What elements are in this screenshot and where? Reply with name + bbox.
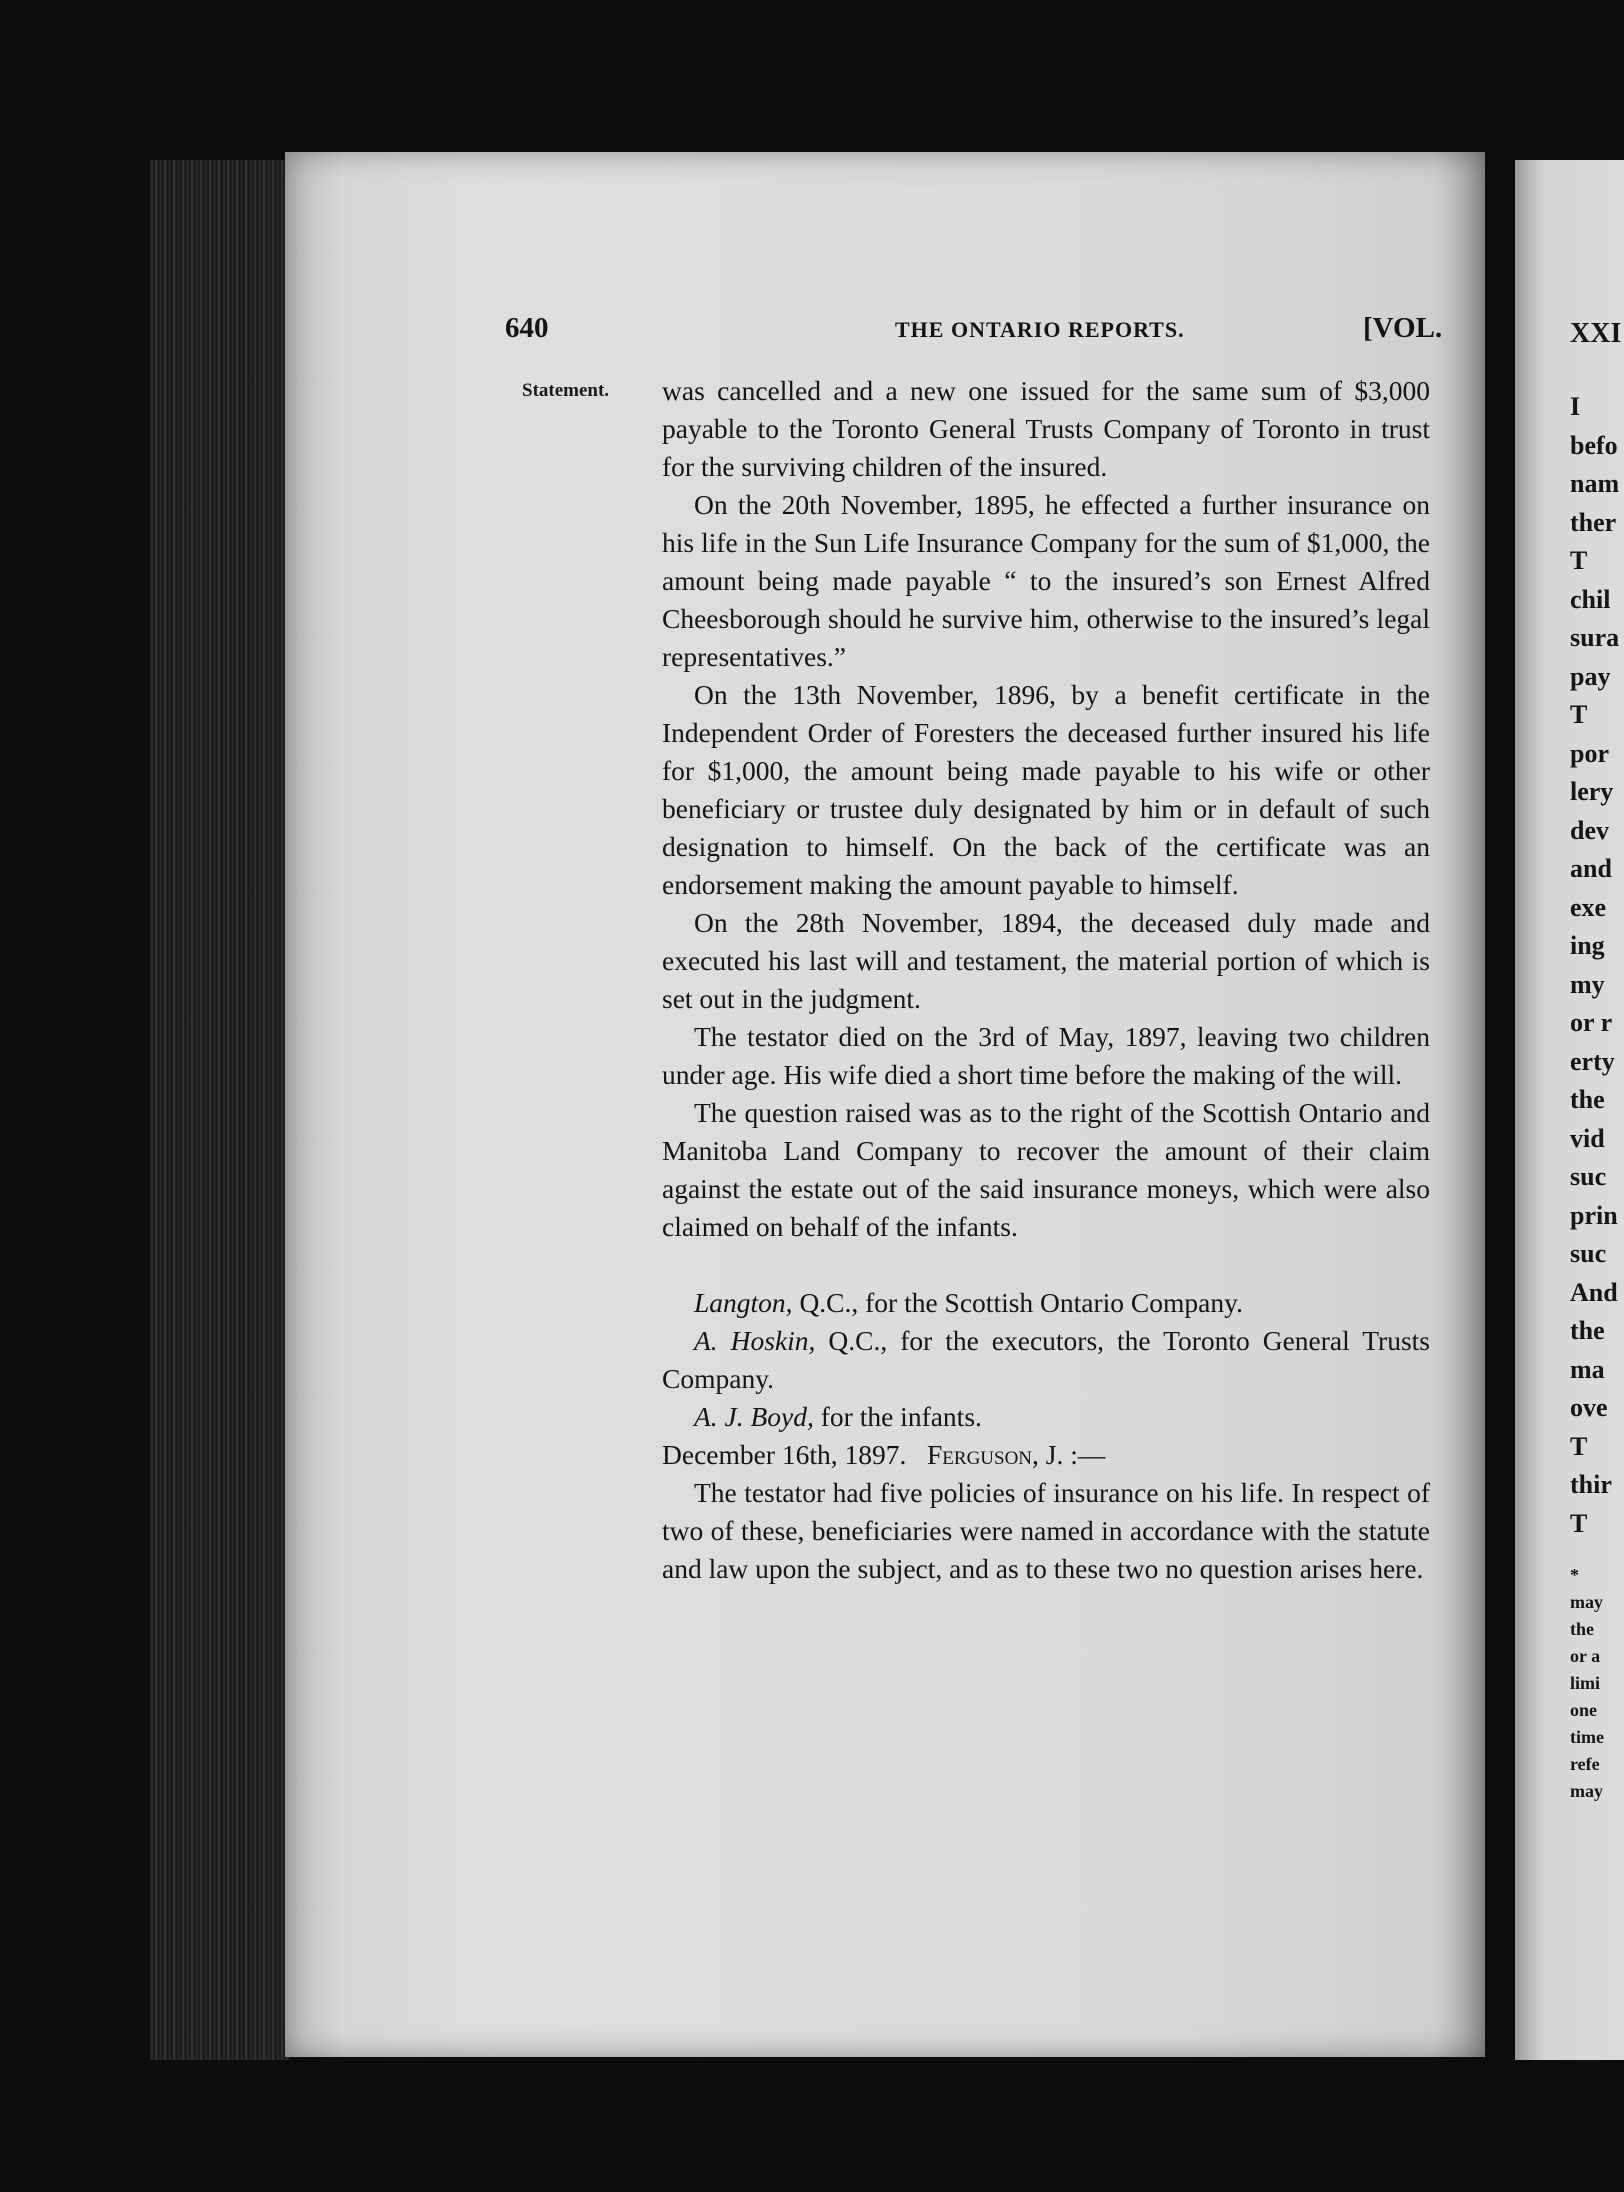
facing-page-line: prin	[1570, 1200, 1618, 1230]
facing-page-line: nam	[1570, 469, 1620, 498]
facing-page-line: ing	[1570, 931, 1605, 960]
facing-page-line: T	[1570, 1431, 1588, 1461]
facing-page-header-fragment: XXI	[1570, 318, 1622, 349]
facing-page-line: ove	[1570, 1393, 1608, 1422]
counsel-role: for the infants.	[813, 1401, 982, 1432]
facing-page-line: T	[1570, 1508, 1588, 1538]
counsel-role: Q.C., for the Scottish Ontario Company.	[792, 1287, 1243, 1318]
report-body	[662, 372, 1430, 1588]
facing-page-line: I	[1570, 392, 1581, 421]
facing-page-line: erty	[1570, 1046, 1615, 1076]
facing-page-line: my	[1570, 969, 1605, 999]
opinion-paragraph: The testator had five policies of insurance on his life. In respect of two of these, beneficiaries were named in accordance with the statute and law upon the subject, and as to these two no question arises here.	[662, 1477, 1430, 1584]
facing-page-footnote-line: may	[1570, 1592, 1603, 1612]
facing-page-line: thir	[1570, 1470, 1612, 1499]
facing-page-footnote-line: one	[1570, 1700, 1597, 1720]
counsel-name: A. Hoskin,	[694, 1325, 816, 1356]
facing-page-footnote-line: the	[1570, 1619, 1594, 1639]
facing-page-line: the	[1570, 1316, 1605, 1345]
facing-page-line: the	[1570, 1085, 1605, 1114]
facing-page-line: and	[1570, 854, 1612, 883]
facing-page-line: pay	[1570, 661, 1611, 691]
facing-page-footnote-line: may	[1570, 1781, 1603, 1801]
facing-page-line: befo	[1570, 430, 1618, 460]
facing-page-line: lery	[1570, 777, 1614, 806]
paragraph: The testator died on the 3rd of May, 1897, leaving two children under age. His wife died a short time before the making of the will.	[662, 1021, 1430, 1090]
counsel-list	[662, 1284, 1430, 1436]
counsel-role: Q.C., for the executors, the Toronto General Trusts Company.	[662, 1325, 1430, 1394]
facing-page-footnote-line: refe	[1570, 1754, 1600, 1774]
running-title: THE ONTARIO REPORTS.	[895, 317, 1185, 342]
facing-page-line: vid	[1570, 1123, 1605, 1153]
facing-page-line: sura	[1570, 623, 1620, 652]
facing-page-line: or r	[1570, 1008, 1613, 1037]
facing-page-line: exe	[1570, 892, 1607, 922]
facing-page-line: T	[1570, 700, 1588, 729]
counsel-entry	[662, 1284, 1430, 1322]
facing-page-footnote-line: limi	[1570, 1673, 1600, 1693]
paragraph: was cancelled and a new one issued for the same sum of $3,000 payable to the Toronto General Trusts Company of Toronto in trust for the surviving children of the insured.	[662, 375, 1430, 482]
facing-page-line: dev	[1570, 815, 1609, 845]
judge-name: Ferguson, J. :—	[927, 1439, 1106, 1470]
paragraph: On the 20th November, 1895, he effected a further insurance on his life in the Sun Life Insurance Company for the sum of $1,000, the amount being made payable “ to the insured’s son Ernest Alfred Cheesborough should he survive him, otherwise to the insured’s legal representatives.”	[662, 489, 1430, 672]
side-note: Statement.	[522, 380, 610, 401]
facing-page-line: And	[1570, 1277, 1618, 1307]
facing-page-footnote-line: time	[1570, 1727, 1604, 1747]
counsel-name: Langton,	[694, 1287, 793, 1318]
volume-marker: [VOL.	[1363, 312, 1443, 344]
facing-page-line: ther	[1570, 507, 1617, 537]
facing-page-footnote-line: or a	[1570, 1646, 1601, 1666]
paragraph: The question raised was as to the right of the Scottish Ontario and Manitoba Land Company to recover the amount of their claim against the estate out of the said insurance moneys, which were also claimed on behalf of the infants.	[662, 1097, 1430, 1242]
facing-page-line: por	[1570, 738, 1609, 768]
running-header	[505, 312, 1445, 352]
facing-page-footnote-line: *	[1570, 1565, 1579, 1585]
judgment-date: December 16th, 1897.	[662, 1439, 907, 1470]
facing-page-line: T	[1570, 546, 1588, 575]
book-binding-edge	[150, 160, 290, 2060]
counsel-entry	[662, 1398, 1430, 1436]
paragraph: On the 13th November, 1896, by a benefit certificate in the Independent Order of Foresters the deceased further insured his life for $1,000, the amount being made payable to his wife or other beneficiary or trustee duly designated by him or in default of such designation to himself. On the back of the certificate was an endorsement making the amount payable to himself.	[662, 679, 1430, 900]
page-number: 640	[505, 312, 549, 344]
paragraph: On the 28th November, 1894, the deceased duly made and executed his last will and testament, the material portion of which is set out in the judgment.	[662, 907, 1430, 1014]
facing-page-line: ma	[1570, 1354, 1605, 1384]
facing-page-line: suc	[1570, 1162, 1607, 1191]
facing-page-line: chil	[1570, 584, 1611, 614]
judgment-dateline	[662, 1436, 1430, 1474]
facing-page-line: suc	[1570, 1239, 1607, 1268]
counsel-entry	[662, 1322, 1430, 1398]
counsel-name: A. J. Boyd,	[694, 1401, 814, 1432]
